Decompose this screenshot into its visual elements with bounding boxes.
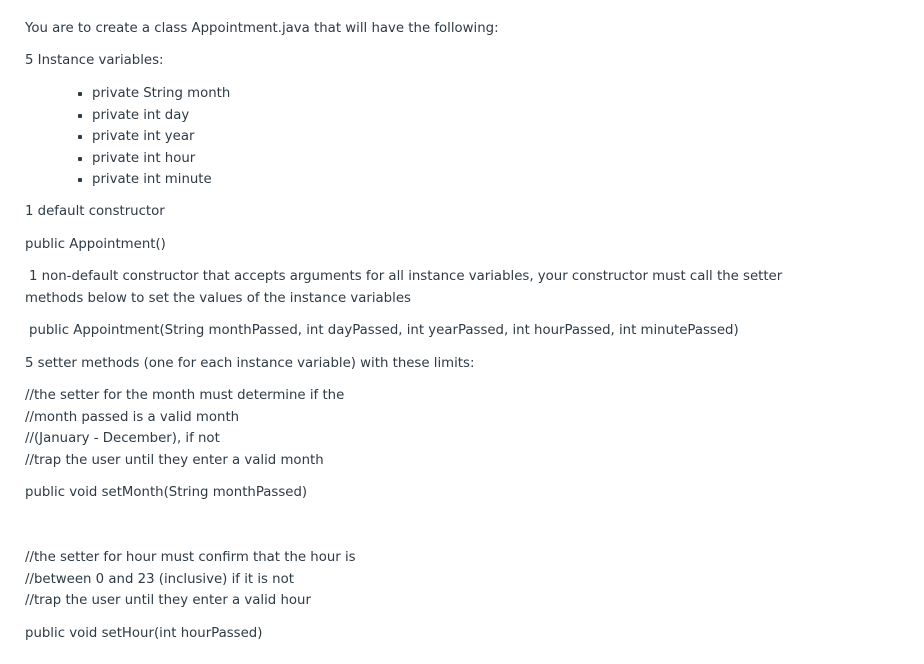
month-setter-signature: public void setMonth(String monthPassed) (25, 485, 308, 500)
bullet-icon (78, 92, 82, 96)
default-constructor-signature: public Appointment() (25, 237, 166, 252)
list-item (75, 171, 230, 193)
bullet-icon (78, 178, 82, 182)
hour-setter-comment-line: //the setter for hour must confirm that the hour is (25, 550, 356, 565)
non-default-constructor-signature: public Appointment(String monthPassed, int dayPassed, int yearPassed, int hourPassed, int minutePassed) (29, 323, 739, 338)
month-setter-comment-line: //month passed is a valid month (25, 410, 240, 425)
list-item-text: private int day (92, 107, 190, 123)
list-item (75, 128, 230, 150)
month-setter-comment-line: //(January - December), if not (25, 431, 220, 446)
instance-variables-heading: 5 Instance variables: (25, 53, 164, 68)
hour-setter-signature: public void setHour(int hourPassed) (25, 626, 263, 641)
setters-heading: 5 setter methods (one for each instance variable) with these limits: (25, 356, 475, 371)
list-item-text: private String month (92, 86, 231, 101)
bullet-icon (78, 157, 82, 161)
non-default-constructor-description-line1: 1 non-default constructor that accepts arguments for all instance variables, your constructor must call the setter (29, 269, 783, 284)
bullet-icon (78, 114, 82, 118)
list-item-text: private int minute (92, 172, 212, 188)
default-constructor-heading: 1 default constructor (25, 204, 165, 219)
hour-setter-comment-line: //between 0 and 23 (inclusive) if it is not (25, 572, 294, 587)
month-setter-comment-line: //the setter for the month must determine if the (25, 388, 345, 403)
hour-setter-comment-line: //trap the user until they enter a valid hour (25, 593, 311, 608)
intro-text: You are to create a class Appointment.java that will have the following: (25, 21, 499, 36)
list-item-text: private int year (92, 129, 195, 145)
list-item-text: private int hour (92, 150, 196, 166)
non-default-constructor-description-line2: methods below to set the values of the instance variables (25, 291, 411, 306)
instance-variables-list (75, 85, 230, 193)
list-item (75, 150, 230, 172)
list-item (75, 107, 230, 129)
list-item (75, 85, 230, 107)
month-setter-comment-line: //trap the user until they enter a valid month (25, 453, 324, 468)
bullet-icon (78, 135, 82, 139)
